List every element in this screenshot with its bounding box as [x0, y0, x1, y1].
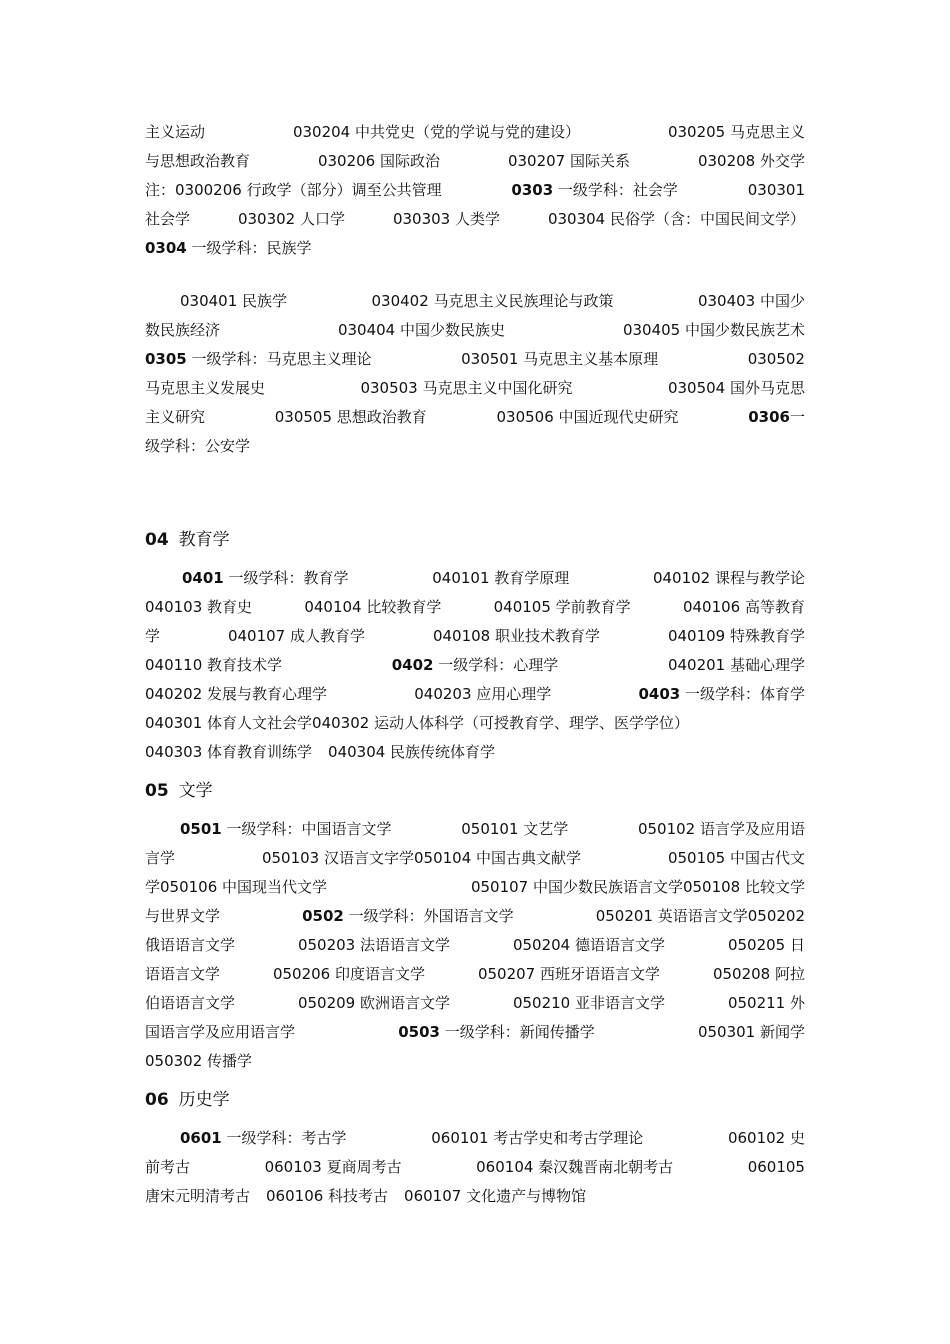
- discipline-code: 0503: [398, 1023, 440, 1041]
- section-title: 教育学: [178, 530, 230, 550]
- section-heading-04: [145, 528, 230, 552]
- text-segment: 040104 比较教育学: [304, 598, 442, 616]
- text-line: [145, 960, 805, 989]
- text-segment: 030404 中国少数民族史: [337, 321, 505, 339]
- text-segment: 040105 学前教育学: [493, 598, 631, 616]
- discipline-code: 0601: [180, 1129, 222, 1147]
- text-segment: 0503 一级学科：新闻传播学: [398, 1023, 595, 1041]
- paragraph-political-science: [145, 118, 805, 263]
- discipline-code: 0304: [145, 239, 187, 257]
- text-line: [145, 738, 805, 767]
- text-line: [145, 815, 805, 844]
- text-segment: 040101 教育学原理: [432, 569, 570, 587]
- text-segment: 数民族经济: [145, 321, 221, 339]
- section-heading-06: [145, 1088, 230, 1112]
- text-line: [145, 403, 805, 432]
- text-segment: 030303 人类学: [392, 210, 500, 228]
- text-segment: 唐宋元明清考古: [145, 1187, 251, 1205]
- text-line: [145, 844, 805, 873]
- text-segment: 050301 新闻学: [697, 1023, 805, 1041]
- text-segment: 050204 德语语言文学: [512, 936, 665, 954]
- text-segment: 030302 人口学: [237, 210, 345, 228]
- text-segment: 030506 中国近现代史研究: [496, 408, 679, 426]
- section-title: 历史学: [178, 1090, 230, 1110]
- text-line: [145, 374, 805, 403]
- text-line: [145, 651, 805, 680]
- text-segment: 0402 一级学科：心理学: [391, 656, 559, 674]
- text-line: [145, 1047, 805, 1076]
- text-segment: 040108 职业技术教育学: [432, 627, 600, 645]
- text-segment: 注：0300206 行政学（部分）调至公共管理: [145, 181, 442, 199]
- text-segment: 060101 考古学史和考古学理论: [431, 1129, 644, 1147]
- discipline-code: 0501: [180, 820, 222, 838]
- text-segment: 050105 中国古代文: [667, 849, 805, 867]
- text-segment: 0306一: [748, 408, 805, 426]
- text-segment: 040203 应用心理学: [414, 685, 552, 703]
- text-line: [145, 1153, 805, 1182]
- text-segment: 030401 民族学: [180, 292, 288, 310]
- discipline-code: 0305: [145, 350, 187, 368]
- text-segment: 040106 高等教育: [682, 598, 805, 616]
- text-line: [145, 931, 805, 960]
- text-line: [145, 622, 805, 651]
- text-segment: 030207 国际关系: [507, 152, 630, 170]
- text-segment: 0401 一级学科：教育学: [182, 569, 349, 587]
- text-line: [145, 205, 805, 234]
- text-segment: 060107 文化遗产与博物馆: [404, 1187, 587, 1205]
- text-segment: 与世界文学: [145, 907, 221, 925]
- section-title: 文学: [178, 781, 213, 801]
- text-line: [145, 1182, 805, 1211]
- text-segment: 060104 秦汉魏晋南北朝考古: [476, 1158, 674, 1176]
- text-segment: 050203 法语语言文学: [297, 936, 450, 954]
- text-segment: 0305 一级学科：马克思主义理论: [145, 350, 372, 368]
- text-segment: 0303 一级学科：社会学: [511, 181, 678, 199]
- text-segment: 马克思主义发展史: [145, 379, 266, 397]
- text-segment: 040110 教育技术学: [145, 656, 283, 674]
- text-segment: 030304 民俗学（含：中国民间文学）: [547, 210, 805, 228]
- text-line: [145, 680, 805, 709]
- text-segment: 030208 外交学: [697, 152, 805, 170]
- text-segment: 0403 一级学科：体育学: [638, 685, 805, 703]
- text-segment: 030403 中国少: [697, 292, 805, 310]
- text-segment: 国语言学及应用语言学: [145, 1023, 296, 1041]
- text-segment: 言学: [145, 849, 176, 867]
- text-segment: 060105: [747, 1158, 805, 1176]
- text-segment: 0601 一级学科：考古学: [180, 1129, 347, 1147]
- text-segment: 050209 欧洲语言文学: [297, 994, 450, 1012]
- text-segment: 学050106 中国现当代文学: [145, 878, 328, 896]
- text-line: [145, 234, 805, 263]
- text-line: [145, 345, 805, 374]
- text-line: [145, 147, 805, 176]
- text-segment: 030502: [747, 350, 805, 368]
- text-segment: 学: [145, 627, 161, 645]
- text-segment: 030504 国外马克思: [667, 379, 805, 397]
- text-segment: 050102 语言学及应用语: [637, 820, 805, 838]
- text-segment: 050207 西班牙语语言文学: [477, 965, 660, 983]
- text-segment: 040107 成人教育学: [227, 627, 365, 645]
- section-number: 04: [145, 530, 169, 550]
- text-segment: 050302 传播学: [145, 1052, 253, 1070]
- text-segment: 050103 汉语言文字学050104 中国古典文献学: [261, 849, 582, 867]
- text-segment: 030402 马克思主义民族理论与政策: [371, 292, 614, 310]
- paragraph-ethnology-marxism: [145, 287, 805, 461]
- text-line: [145, 1124, 805, 1153]
- text-segment: 语语言文学: [145, 965, 221, 983]
- section-number: 06: [145, 1090, 169, 1110]
- text-segment: 040102 课程与教学论: [652, 569, 805, 587]
- text-segment: 040109 特殊教育学: [667, 627, 805, 645]
- discipline-code: 0502: [302, 907, 344, 925]
- text-segment: 030204 中共党史（党的学说与党的建设）: [292, 123, 580, 141]
- text-segment: 030405 中国少数民族艺术: [622, 321, 805, 339]
- text-segment: 前考古: [145, 1158, 191, 1176]
- text-line: [145, 564, 805, 593]
- paragraph-history: [145, 1124, 805, 1211]
- text-segment: 050205 日: [727, 936, 805, 954]
- text-segment: 0502 一级学科：外国语言文学: [302, 907, 514, 925]
- text-segment: 030501 马克思主义基本原理: [461, 350, 659, 368]
- section-heading-05: [145, 779, 213, 803]
- text-segment: 060103 夏商周考古: [264, 1158, 402, 1176]
- text-segment: 060106 科技考古: [266, 1187, 389, 1205]
- text-segment: 030206 国际政治: [317, 152, 440, 170]
- text-line: [145, 873, 805, 902]
- discipline-code: 0402: [391, 656, 434, 674]
- text-line: [145, 287, 805, 316]
- paragraph-literature: [145, 815, 805, 1076]
- text-segment: 030301: [747, 181, 805, 199]
- section-number: 05: [145, 781, 169, 801]
- text-line: [145, 118, 805, 147]
- text-segment: 0501 一级学科：中国语言文学: [180, 820, 392, 838]
- text-segment: 主义运动: [145, 123, 206, 141]
- text-line: [145, 902, 805, 931]
- text-segment: 050210 亚非语言文学: [512, 994, 665, 1012]
- text-line: [145, 593, 805, 622]
- text-segment: 040103 教育史: [145, 598, 253, 616]
- text-segment: 040303 体育教育训练学: [145, 743, 313, 761]
- discipline-code: 0401: [182, 569, 224, 587]
- text-line: [145, 316, 805, 345]
- discipline-code: 0303: [511, 181, 554, 199]
- text-segment: 050107 中国少数民族语言文学050108 比较文学: [470, 878, 805, 896]
- text-segment: 050201 英语语言文学050202: [595, 907, 805, 925]
- text-segment: 俄语语言文学: [145, 936, 236, 954]
- text-segment: 伯语语言文学: [145, 994, 236, 1012]
- text-segment: 030503 马克思主义中国化研究: [360, 379, 573, 397]
- text-segment: 0304 一级学科：民族学: [145, 239, 312, 257]
- text-segment: 030205 马克思主义: [667, 123, 805, 141]
- discipline-code: 0403: [638, 685, 681, 703]
- text-segment: 030505 思想政治教育: [274, 408, 427, 426]
- text-segment: 050101 文艺学: [461, 820, 569, 838]
- text-segment: 060102 史: [727, 1129, 805, 1147]
- text-segment: 040201 基础心理学: [667, 656, 805, 674]
- text-segment: 040202 发展与教育心理学: [145, 685, 328, 703]
- text-segment: 040301 体育人文社会学040302 运动人体科学（可授教育学、理学、医学学位）: [145, 714, 690, 732]
- text-segment: 050206 印度语言文学: [272, 965, 425, 983]
- text-segment: 主义研究: [145, 408, 206, 426]
- text-segment: 050211 外: [727, 994, 805, 1012]
- text-segment: 与思想政治教育: [145, 152, 251, 170]
- text-segment: 050208 阿拉: [712, 965, 805, 983]
- paragraph-education: [145, 564, 805, 767]
- text-segment: 级学科：公安学: [145, 437, 251, 455]
- text-line: [145, 1018, 805, 1047]
- text-line: [145, 989, 805, 1018]
- text-line: [145, 432, 805, 461]
- text-line: [145, 176, 805, 205]
- text-segment: 社会学: [145, 210, 191, 228]
- text-segment: 040304 民族传统体育学: [328, 743, 496, 761]
- discipline-code: 0306: [748, 408, 790, 426]
- text-line: [145, 709, 805, 738]
